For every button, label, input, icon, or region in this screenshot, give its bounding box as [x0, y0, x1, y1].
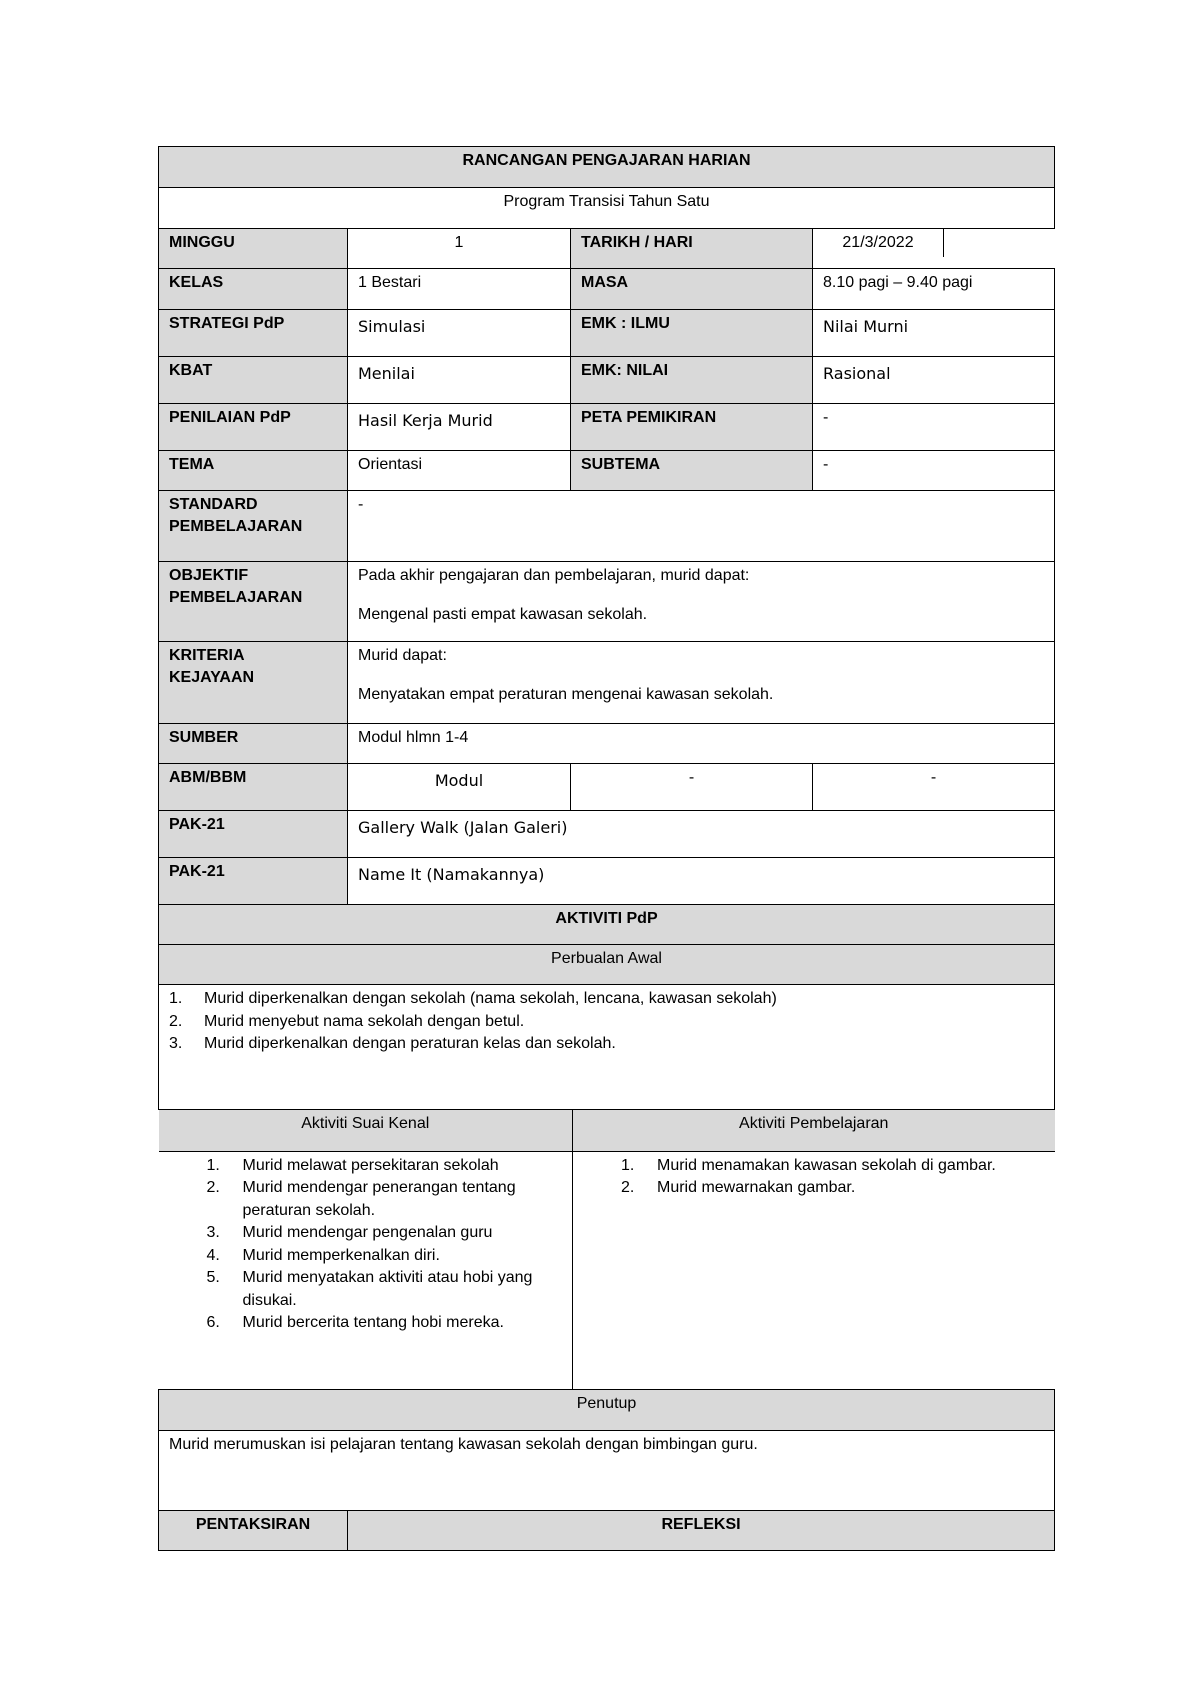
tema-label: TEMA [159, 451, 348, 491]
sumber-label: SUMBER [159, 724, 348, 764]
strategi-label: STRATEGI PdP [159, 310, 348, 357]
peta-pemikiran-value: - [813, 404, 1055, 451]
list-item: 3. Murid diperkenalkan dengan peraturan kelas dan sekolah. [169, 1035, 616, 1052]
list-item: 1. Murid diperkenalkan dengan sekolah (nama sekolah, lencana, kawasan sekolah) [169, 990, 777, 1007]
kriteria-line-1: Murid dapat: [358, 647, 447, 664]
standard-label [159, 491, 348, 562]
masa-value: 8.10 pagi – 9.40 pagi [813, 269, 1055, 310]
strategi-value: Simulasi [348, 310, 571, 357]
penutup-heading: Penutup [159, 1390, 1055, 1431]
emk-ilmu-label: EMK : ILMU [571, 310, 813, 357]
kriteria-label-line-1: KRITERIA [169, 647, 245, 664]
list-item: 6. Murid bercerita tentang hobi mereka. [206, 1314, 504, 1331]
suai-kenal-content [159, 1151, 573, 1389]
objektif-label-line-1: OBJEKTIF [169, 567, 249, 584]
tarikh-extra [944, 229, 1055, 257]
emk-ilmu-value: Nilai Murni [813, 310, 1055, 357]
penutup-text: Murid merumuskan isi pelajaran tentang kawasan sekolah dengan bimbingan guru. [159, 1431, 1055, 1511]
standard-label-line-1: STANDARD [169, 496, 258, 513]
kriteria-line-2: Menyatakan empat peraturan mengenai kawasan sekolah. [358, 686, 774, 703]
kelas-value: 1 Bestari [348, 269, 571, 310]
list-item: 4. Murid memperkenalkan diri. [206, 1246, 440, 1264]
program-name: Program Transisi Tahun Satu [159, 188, 1055, 229]
pak21-value-1: Gallery Walk (Jalan Galeri) [348, 811, 1055, 858]
list-item: 3. Murid mendengar pengenalan guru [206, 1224, 493, 1241]
perbualan-heading: Perbualan Awal [159, 945, 1055, 985]
kelas-label: KELAS [159, 269, 348, 310]
list-item: 5. Murid menyatakan aktiviti atau hobi yang disukai. [206, 1269, 533, 1309]
list-item: 2. Murid mewarnakan gambar. [621, 1179, 856, 1196]
list-item: 1. Murid melawat persekitaran sekolah [206, 1156, 499, 1174]
standard-label-line-2: PEMBELAJARAN [169, 518, 303, 535]
penilaian-value: Hasil Kerja Murid [348, 404, 571, 451]
perbualan-content [159, 985, 1055, 1110]
subtema-value: - [813, 451, 1055, 491]
list-item: 1. Murid menamakan kawasan sekolah di gambar. [621, 1156, 996, 1174]
standard-value: - [348, 491, 1055, 562]
minggu-label: MINGGU [159, 229, 348, 269]
objektif-line-1: Pada akhir pengajaran dan pembelajaran, murid dapat: [358, 567, 750, 584]
kbat-label: KBAT [159, 357, 348, 404]
pembelajaran-content [573, 1151, 1055, 1389]
pak21-label-1: PAK-21 [159, 811, 348, 858]
pentaksiran-heading: PENTAKSIRAN [159, 1511, 348, 1551]
kriteria-label [159, 642, 348, 724]
tarikh-label: TARIKH / HARI [571, 229, 813, 269]
pak21-label-2: PAK-21 [159, 858, 348, 905]
kriteria-value [348, 642, 1055, 724]
tema-value: Orientasi [348, 451, 571, 491]
tarikh-cell [813, 229, 1055, 269]
refleksi-heading: REFLEKSI [348, 1511, 1055, 1551]
list-item: 2. Murid menyebut nama sekolah dengan betul. [169, 1012, 525, 1030]
abm-label: ABM/BBM [159, 764, 348, 811]
aktiviti-split-section [159, 1110, 1055, 1390]
emk-nilai-value: Rasional [813, 357, 1055, 404]
abm-value-3: - [813, 764, 1055, 811]
penilaian-label: PENILAIAN PdP [159, 404, 348, 451]
pembelajaran-heading: Aktiviti Pembelajaran [573, 1110, 1055, 1151]
perbualan-list [169, 988, 1044, 1056]
abm-value-2: - [571, 764, 813, 811]
suai-kenal-list [169, 1155, 563, 1335]
pak21-value-2: Name It (Namakannya) [348, 858, 1055, 905]
objektif-value [348, 562, 1055, 642]
emk-nilai-label: EMK: NILAI [571, 357, 813, 404]
pembelajaran-list [583, 1155, 1045, 1200]
objektif-label-line-2: PEMBELAJARAN [169, 589, 303, 606]
masa-label: MASA [571, 269, 813, 310]
list-item: 2. Murid mendengar penerangan tentang peraturan sekolah. [206, 1179, 516, 1219]
abm-value-1: Modul [348, 764, 571, 811]
kbat-value: Menilai [348, 357, 571, 404]
lesson-plan-table [158, 146, 1055, 1551]
lesson-plan-document [158, 146, 1054, 1551]
suai-kenal-heading: Aktiviti Suai Kenal [159, 1110, 573, 1151]
minggu-value: 1 [348, 229, 571, 269]
peta-pemikiran-label: PETA PEMIKIRAN [571, 404, 813, 451]
tarikh-value: 21/3/2022 [813, 229, 944, 257]
sumber-value: Modul hlmn 1-4 [348, 724, 1055, 764]
document-title: RANCANGAN PENGAJARAN HARIAN [159, 147, 1055, 188]
kriteria-label-line-2: KEJAYAAN [169, 669, 255, 686]
subtema-label: SUBTEMA [571, 451, 813, 491]
objektif-line-2: Mengenal pasti empat kawasan sekolah. [358, 606, 648, 623]
aktiviti-heading: AKTIVITI PdP [159, 905, 1055, 945]
objektif-label [159, 562, 348, 642]
